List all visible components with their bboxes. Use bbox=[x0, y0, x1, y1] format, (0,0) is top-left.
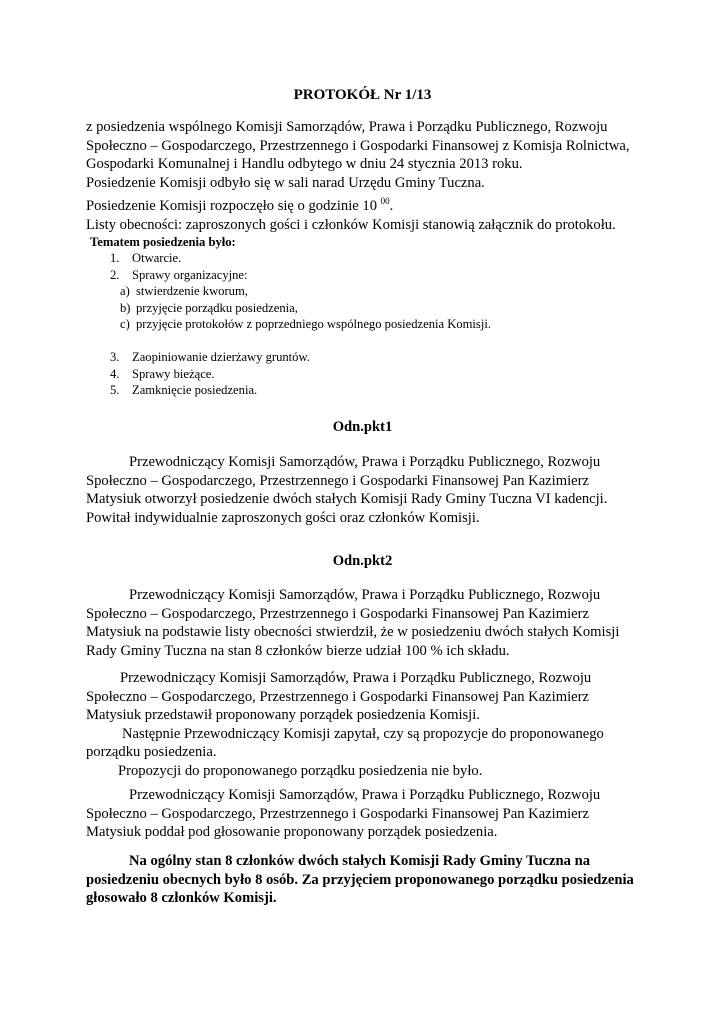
agenda-item-number: 3. bbox=[110, 350, 120, 365]
intro-line: Posiedzenie Komisji odbyło się w sali narad Urzędu Gminy Tuczna. bbox=[86, 174, 485, 191]
agenda-item-text: Zamknięcie posiedzenia. bbox=[132, 383, 258, 398]
agenda-subitem bbox=[90, 300, 650, 316]
intro-line: Społeczno – Gospodarczego, Przestrzennego i Gospodarki Finansowej z Komisja Rolnictwa, bbox=[86, 137, 630, 154]
paragraph-line: Następnie Przewodniczący Komisji zapytał, czy są propozycje do proponowanego bbox=[122, 725, 604, 742]
agenda-item-number: 2. bbox=[110, 267, 120, 282]
pkt2-vote-result bbox=[86, 852, 686, 908]
start-time-period: . bbox=[389, 198, 394, 215]
paragraph-line: Rady Gminy Tuczna na stan 8 członków bierze udział 100 % ich składu. bbox=[86, 642, 510, 659]
intro-line: Gospodarki Komunalnej i Handlu odbytego w dniu 24 stycznia 2013 roku. bbox=[86, 156, 523, 173]
agenda-subitem-text: przyjęcie protokołów z poprzedniego wspólnego posiedzenia Komisji. bbox=[136, 317, 491, 332]
agenda-subitem bbox=[90, 283, 650, 299]
pkt2-heading: Odn.pkt2 bbox=[332, 553, 393, 569]
paragraph-line: Społeczno – Gospodarczego, Przestrzennego i Gospodarki Finansowej Pan Kazimierz bbox=[86, 688, 589, 705]
paragraph-line: porządku posiedzenia. bbox=[86, 744, 217, 761]
agenda-item-number: 1. bbox=[110, 251, 120, 266]
agenda-item-text: Otwarcie. bbox=[132, 251, 182, 266]
agenda-subitem-letter: a) bbox=[120, 284, 130, 299]
paragraph-line: Przewodniczący Komisji Samorządów, Prawa i Porządku Publicznego, Rozwoju bbox=[129, 454, 601, 470]
paragraph-line: Przewodniczący Komisji Samorządów, Prawa i Porządku Publicznego, Rozwoju bbox=[129, 587, 601, 603]
agenda-subitem-text: przyjęcie porządku posiedzenia, bbox=[136, 300, 298, 315]
agenda-item bbox=[90, 366, 650, 382]
agenda-item bbox=[90, 382, 650, 398]
paragraph-line: Propozycji do proponowanego porządku posiedzenia nie było. bbox=[118, 762, 483, 779]
pkt2-paragraph-3 bbox=[86, 786, 686, 842]
paragraph-line: Matysiuk otworzył posiedzenie dwóch stałych Komisji Rady Gminy Tuczna VI kadencji. bbox=[86, 491, 608, 508]
agenda-item-text: Zaopiniowanie dzierżawy gruntów. bbox=[132, 350, 310, 365]
agenda-item-text: Sprawy organizacyjne: bbox=[132, 267, 248, 282]
agenda-item bbox=[90, 349, 650, 365]
start-time-text: Posiedzenie Komisji rozpoczęło się o godzinie 10 bbox=[86, 198, 377, 215]
agenda-spacer bbox=[90, 332, 650, 349]
intro-line-start-time bbox=[86, 192, 686, 215]
start-time-minutes: 00 bbox=[380, 196, 390, 207]
paragraph-line: Społeczno – Gospodarczego, Przestrzennego i Gospodarki Finansowej Pan Kazimierz bbox=[86, 605, 589, 622]
intro-line: z posiedzenia wspólnego Komisji Samorządów, Prawa i Porządku Publicznego, Rozwoju bbox=[86, 119, 608, 135]
paragraph-line: posiedzeniu obecnych było 8 osób. Za przyjęciem proponowanego porządku posiedzenia bbox=[86, 871, 634, 888]
agenda-subitem bbox=[90, 316, 650, 332]
agenda-subitem-text: stwierdzenie kworum, bbox=[136, 284, 248, 299]
paragraph-line: Matysiuk przedstawił proponowany porządek posiedzenia Komisji. bbox=[86, 707, 480, 724]
agenda-subitem-letter: c) bbox=[120, 317, 130, 332]
intro-paragraph bbox=[86, 118, 686, 234]
paragraph-line: Społeczno – Gospodarczego, Przestrzennego i Gospodarki Finansowej Pan Kazimierz bbox=[86, 472, 589, 489]
pkt1-heading: Odn.pkt1 bbox=[332, 419, 393, 435]
agenda-item bbox=[90, 267, 650, 283]
agenda-item-text: Sprawy bieżące. bbox=[132, 366, 215, 381]
paragraph-line: Przewodniczący Komisji Samorządów, Prawa i Porządku Publicznego, Rozwoju bbox=[129, 787, 601, 803]
intro-line: Listy obecności: zaproszonych gości i członków Komisji stanowią załącznik do protokołu. bbox=[86, 216, 616, 233]
agenda-item bbox=[90, 250, 650, 266]
paragraph-line: Społeczno – Gospodarczego, Przestrzennego i Gospodarki Finansowej Pan Kazimierz bbox=[86, 805, 589, 822]
agenda-subitem-letter: b) bbox=[120, 300, 131, 315]
pkt1-paragraph bbox=[86, 453, 686, 527]
pkt2-paragraph-1 bbox=[86, 586, 686, 660]
paragraph-line: Matysiuk na podstawie listy obecności stwierdził, że w posiedzeniu dwóch stałych Komisji bbox=[86, 624, 620, 641]
paragraph-line: Na ogólny stan 8 członków dwóch stałych Komisji Rady Gminy Tuczna na bbox=[129, 853, 590, 869]
paragraph-line: Przewodniczący Komisji Samorządów, Prawa i Porządku Publicznego, Rozwoju bbox=[120, 670, 592, 686]
paragraph-line: Matysiuk poddał pod głosowanie proponowany porządek posiedzenia. bbox=[86, 824, 498, 841]
agenda-item-number: 5. bbox=[110, 383, 120, 398]
paragraph-line: głosowało 8 członków Komisji. bbox=[86, 890, 277, 907]
agenda-item-number: 4. bbox=[110, 366, 120, 381]
paragraph-line: Powitał indywidualnie zaproszonych gości oraz członków Komisji. bbox=[86, 509, 480, 526]
agenda-heading: Tematem posiedzenia było: bbox=[90, 235, 236, 249]
agenda-section bbox=[90, 234, 650, 399]
pkt2-paragraph-2 bbox=[86, 669, 686, 781]
document-title: PROTOKÓŁ Nr 1/13 bbox=[293, 87, 432, 103]
